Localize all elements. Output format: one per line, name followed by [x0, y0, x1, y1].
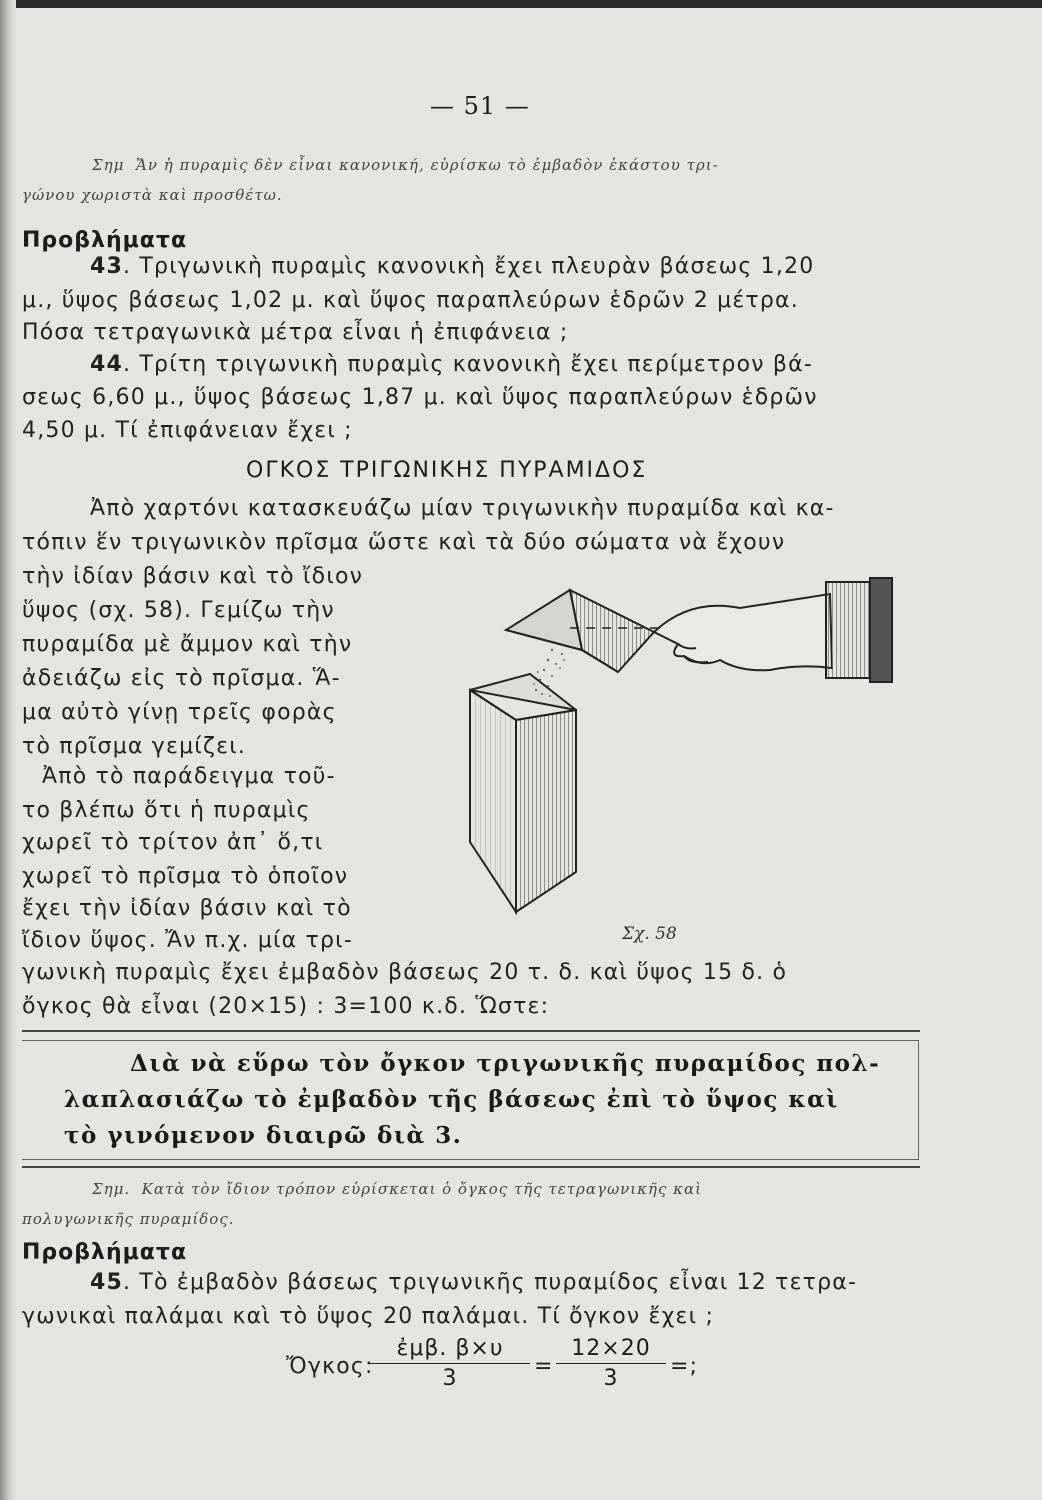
note-1-line-1	[92, 156, 719, 174]
problem-43-text-1: . Τριγωνικὴ πυραμὶς κανονικὴ ἔχει πλευρὰν βάσεως 1,20	[123, 254, 815, 279]
problems-heading-1: Προβλήματα	[22, 228, 188, 253]
note-2-line-1	[92, 1180, 702, 1198]
formula-fraction-1	[370, 1336, 530, 1391]
formula-end: =;	[670, 1354, 699, 1379]
page-number: — 51 —	[430, 92, 530, 120]
problem-45-text-1: . Τὸ ἐμβαδὸν βάσεως τριγωνικῆς πυραμίδος εἶναι 12 τετρα-	[123, 1270, 858, 1295]
problem-43-line-3: Πόσα τετραγωνικὰ μέτρα εἶναι ἡ ἐπιφάνεια ;	[22, 320, 569, 345]
problem-43-number: 43	[90, 254, 124, 279]
formula-fraction-1-bar	[370, 1363, 530, 1364]
paragraph-line-14: ἴδιον ὕψος. Ἄν π.χ. μία τρι-	[22, 928, 353, 953]
paragraph-line-2: τόπιν ἕν τριγωνικὸν πρῖσμα ὥστε καὶ τὰ δύο σώματα νὰ ἔχουν	[22, 530, 786, 555]
note-2-line-2: πολυγωνικῆς πυραμίδος.	[22, 1210, 235, 1228]
figure-caption: Σχ. 58	[622, 924, 677, 944]
problem-44-line-1	[90, 352, 813, 377]
sleeve-shape	[826, 578, 892, 682]
rule-line-3: τὸ γινόμενον διαιρῶ διὰ 3.	[64, 1122, 463, 1149]
problem-45-line-2: γωνικαὶ παλάμαι καὶ τὸ ὕψος 20 παλάμαι. Τί ὄγκον ἔχει ;	[22, 1304, 715, 1329]
paragraph-line-12: χωρεῖ τὸ πρῖσμα τὸ ὁποῖον	[22, 864, 349, 889]
problem-45-number: 45	[90, 1270, 124, 1295]
formula-fraction-1-denominator: 3	[442, 1366, 458, 1391]
paragraph-line-1: Ἀπὸ χαρτόνι κατασκευάζω μίαν τριγωνικὴν πυραμίδα καὶ κα-	[90, 496, 835, 521]
paragraph-line-10: το βλέπω ὅτι ἡ πυραμὶς	[22, 798, 311, 823]
problem-43-line-2: μ., ὕψος βάσεως 1,02 μ. καὶ ὕψος παραπλεύρων ἑδρῶν 2 μέτρα.	[22, 288, 799, 313]
problem-45-line-1	[90, 1270, 857, 1295]
formula-equals-1: =	[534, 1354, 554, 1379]
paragraph-line-13: ἔχει τὴν ἰδίαν βάσιν καὶ τὸ	[22, 896, 352, 921]
formula-label: Ὄγκος:	[286, 1354, 374, 1379]
figure-58-illustration	[440, 572, 920, 922]
paragraph-line-5: πυραμίδα μὲ ἄμμον καὶ τὴν	[22, 632, 353, 657]
rule-line-1: Διὰ νὰ εὕρω τὸν ὄγκον τριγωνικῆς πυραμίδος πολ-	[130, 1050, 881, 1077]
formula-fraction-1-numerator: ἐμβ. β×υ	[396, 1336, 504, 1361]
problem-44-line-2: σεως 6,60 μ., ὕψος βάσεως 1,87 μ. καὶ ὕψος παραπλεύρων ἑδρῶν	[22, 385, 818, 410]
paragraph-line-6: ἀδειάζω εἰς τὸ πρῖσμα. Ἅ-	[22, 666, 341, 691]
note-2-label: Σημ.	[92, 1180, 131, 1198]
note-1-label: Σημ	[92, 156, 125, 174]
problem-44-line-3: 4,50 μ. Τί ἐπιφάνειαν ἔχει ;	[22, 418, 353, 443]
note-1-line-2: γώνου χωριστὰ καὶ προσθέτω.	[22, 186, 283, 204]
paragraph-line-3: τὴν ἰδίαν βάσιν καὶ τὸ ἴδιον	[22, 564, 364, 589]
scan-top-edge	[0, 0, 1042, 8]
paragraph-line-9: Ἀπὸ τὸ παράδειγμα τοῦ-	[42, 764, 336, 789]
formula-fraction-2-denominator: 3	[603, 1366, 619, 1391]
section-title: ΟΓΚΟΣ ΤΡΙΓΩΝΙΚΗΣ ΠΥΡΑΜΙΔΟΣ	[246, 458, 648, 483]
problem-44-number: 44	[90, 352, 124, 377]
scan-binding-shadow	[0, 0, 16, 1500]
formula-fraction-2-bar	[556, 1363, 666, 1364]
problems-heading-2: Προβλήματα	[22, 1240, 188, 1265]
paragraph-line-16: ὄγκος θὰ εἶναι (20×15) : 3=100 κ.δ. Ὥστε:	[22, 994, 550, 1019]
paragraph-line-7: μα αὐτὸ γίνῃ τρεῖς φορὰς	[22, 700, 337, 725]
note-1-text-1: Ἄν ἡ πυραμὶς δὲν εἶναι κανονική, εὑρίσκω τὸ ἐμβαδὸν ἑκάστου τρι-	[135, 156, 719, 174]
problem-43-line-1	[90, 254, 814, 279]
paragraph-line-15: γωνικὴ πυραμὶς ἔχει ἐμβαδὸν βάσεως 20 τ. δ. καὶ ὕψος 15 δ. ὁ	[22, 960, 788, 985]
paragraph-line-8: τὸ πρῖσμα γεμίζει.	[22, 734, 247, 759]
hand-shape	[654, 594, 832, 670]
rule-line-2: λαπλασιάζω τὸ ἐμβαδὸν τῆς βάσεως ἐπὶ τὸ ὕψος καὶ	[64, 1086, 839, 1113]
formula-fraction-2	[556, 1336, 666, 1391]
prism-shape	[470, 674, 576, 912]
note-2-text-1: Κατὰ τὸν ἴδιον τρόπον εὑρίσκεται ὁ ὄγκος τῆς τετραγωνικῆς καὶ	[141, 1180, 703, 1198]
problem-44-text-1: . Τρίτη τριγωνικὴ πυραμὶς κανονικὴ ἔχει περίμετρον βά-	[123, 352, 813, 377]
formula-fraction-2-numerator: 12×20	[571, 1336, 651, 1361]
paragraph-line-11: χωρεῖ τὸ τρίτον ἀπ᾿ ὅ,τι	[22, 830, 324, 855]
paragraph-line-4: ὕψος (σχ. 58). Γεμίζω τὴν	[22, 598, 335, 623]
